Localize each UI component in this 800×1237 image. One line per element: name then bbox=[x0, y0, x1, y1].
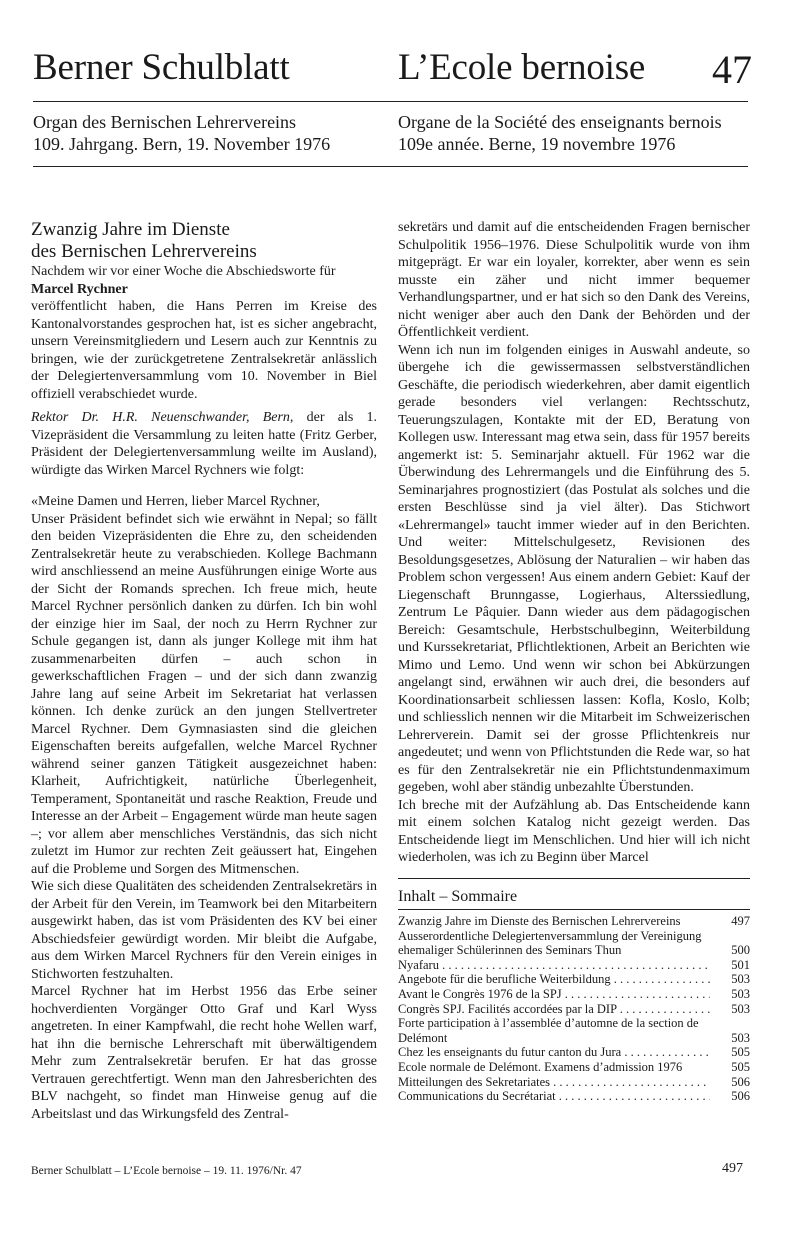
contents-item-title: Angebote für die berufliche Weiterbildung . . . bbox=[398, 972, 710, 987]
masthead-rule-bottom bbox=[33, 166, 748, 167]
contents-item-title: Forte participation à l’assemblée d’automne de la section de Delémont bbox=[398, 1016, 699, 1045]
page-number: 497 bbox=[722, 1161, 743, 1176]
speech-salutation: «Meine Damen und Herren, lieber Marcel Rychner, bbox=[31, 494, 320, 509]
contents-item-page: 505 bbox=[731, 1059, 750, 1074]
contents-item[interactable] bbox=[398, 1060, 750, 1075]
contents-item-page: 500 bbox=[731, 943, 750, 958]
contents-item[interactable] bbox=[398, 1089, 750, 1104]
article-left-column bbox=[31, 219, 377, 1123]
masthead-rule bbox=[33, 101, 748, 102]
contents-item[interactable] bbox=[398, 987, 750, 1002]
org-fr-line2-text: 109e année. Berne, 19 novembre 1976 bbox=[398, 134, 676, 154]
contents-item-page: 506 bbox=[731, 1074, 750, 1089]
contents-item-title: Nyafaru . . . bbox=[398, 958, 710, 973]
org-de-line1: Organ des Bernischen Lehrervereins bbox=[33, 112, 297, 132]
contents-item[interactable] bbox=[398, 958, 750, 973]
org-de-line2: 109. Jahrgang. Bern, 19. November 1976 bbox=[33, 134, 331, 154]
contents-item-title: Ausserordentliche Delegiertenversammlung der Vereinigung ehemaliger Schülerinnen des Seminars Thun bbox=[398, 928, 702, 958]
contents-item[interactable] bbox=[398, 1045, 750, 1060]
contents-item-page: 501 bbox=[731, 957, 750, 972]
speaker-name: Rektor Dr. H.R. Neuenschwander, Bern, bbox=[31, 410, 294, 425]
contents-item-title: Chez les enseignants du futur canton du Jura . . . bbox=[398, 1045, 710, 1060]
contents-item-title: Mitteilungen des Sekretariates . . . bbox=[398, 1075, 710, 1090]
honoree-name: Marcel Rychner bbox=[31, 281, 128, 297]
contents-rule-top bbox=[398, 878, 750, 879]
article-title-line1: Zwanzig Jahre im Dienste bbox=[31, 219, 230, 240]
contents-item-title: Communications du Secrétariat . . . bbox=[398, 1089, 710, 1104]
contents-item-title: Avant le Congrès 1976 de la SPJ . . . bbox=[398, 987, 710, 1002]
article-right-column bbox=[398, 219, 750, 867]
contents-item-page: 505 bbox=[731, 1045, 750, 1060]
speech-body: Unser Präsident befindet sich wie erwähnt in Nepal; so fällt den beiden Vizepräsidenten die Ehre zu, den scheidenden Zentralsekretär heute zu verabschieden. Kollege Bachmann wird anschliessend an meine Ausführungen einige Worte aus der Sicht der Romands sprechen. Ich freue mich, heute Marcel Rychner persönlich danken zu dürfen. Ich bin wohl der einzige hier im Saal, der noch zu Herrn Rychner zur Schule gegangen ist, dann als junger Kollege mit ihm hat zusammenarbeiten dürfen – auch schon in gewerkschaftlichen Fragen – und der sich dann zwanzig Jahre lang auf seine Arbeit im Sekretariat hat verlassen können. Ich denke zurück an den jungen Stellvertreter Marcel Rychner. Dem Gymnasiasten sind die gleichen Eigenschaften bereits aufgefallen, welche Marcel Rychner während seiner ganzen Tätigkeit ausgezeichnet haben: Klarheit, Aufrichtigkeit, natürliche Überlegenheit, Temperament, Spontaneität und rasche Reaktion, Freude und Interesse an der Arbeit – Engagement würde man heute sagen –; vor allem aber menschliches Verständnis, das sich nicht zuletzt im Humor zur rechten Zeit geäussert hat, Eingehen auf die Probleme und Sorgen des Mitmenschen. bbox=[31, 511, 377, 877]
contents-item-page: 497 bbox=[731, 914, 750, 928]
paragraph-qualities: Wie sich diese Qualitäten des scheidenden Zentralsekretärs in der Arbeit für den Verein, im Teamwork bei den Mitarbeitern ausgewirkt haben, das ist vom Präsidenten des KV bei einer Abschiedsfeier gewürdigt worden. Mir bleibt die Aufgabe, aus dem Wirken Marcel Rychners für den Verein einiges in Stichworten festzuhalten. bbox=[31, 879, 377, 982]
contents-item-page: 503 bbox=[731, 1030, 750, 1045]
article-title-line2: des Bernischen Lehrervereins bbox=[31, 241, 257, 262]
contents-heading: Inhalt – Sommaire bbox=[398, 888, 518, 905]
contents-item-page: 503 bbox=[731, 972, 750, 987]
issue-number: 47 bbox=[712, 47, 752, 92]
contents-item[interactable] bbox=[398, 972, 750, 987]
contents-item-page: 506 bbox=[731, 1089, 750, 1104]
contents-item-page: 503 bbox=[731, 986, 750, 1001]
paragraph-1956: Marcel Rychner hat im Herbst 1956 das Erbe seiner hochverdienten Vorgänger Otto Graf und Karl Wyss angetreten. In einer Kampfwahl, die recht hohe Wellen warf, hat ihn die bernische Lehrerschaft mit überwältigendem Mehr zum Zentralsekretär berufen. Er hat das grosse Vertrauen gerechtfertigt. Wenn man den Jahresberichten des BLV nachgeht, so findet man Hinweise genug auf die Arbeitslast und das Wirkungsfeld des Zentral- bbox=[31, 984, 377, 1122]
contents-item-title: Zwanzig Jahre im Dienste des Bernischen Lehrervereins bbox=[398, 914, 681, 928]
contents-item-title: Congrès SPJ. Facilités accordées par la DIP . . . bbox=[398, 1002, 710, 1017]
footer-running-title: Berner Schulblatt – L’Ecole bernoise – 19. 11. 1976/Nr. 47 bbox=[31, 1165, 302, 1177]
contents-item[interactable] bbox=[398, 914, 750, 929]
speaker-rest: der als 1. Vizepräsident die Versammlung zu leiten hatte (Fritz Gerber, Präsident der Delegiertenversammlung weilte im Ausland), würdigte das Wirken Marcel Rychners wie folgt: bbox=[31, 410, 378, 478]
masthead-title-fr: L’Ecole bernoise bbox=[398, 47, 646, 88]
right-paragraph-1: sekretärs und damit auf die entscheidenden Fragen bernischer Schulpolitik 1956–1976. Diese Schulpolitik wurde von ihm mitgeprägt. Er war ein loyaler, korrekter, aber wenn es sein musste ein zäher und nicht immer bequemer Verhandlungspartner, und er hat sich so den Dank des Vereins, nicht weniger aber auch den Dank der Behörden und der Öffentlichkeit verdient. bbox=[398, 220, 750, 340]
article-paragraph: veröffentlicht haben, die Hans Perren im Kreise des Kantonalvorstandes gesprochen hat, ist es sicher angebracht, unsern Vereinsmitgliedern und Lesern auch zur Kenntnis zu bringen, wie der zurückgetretene Zentralsekretär anlässlich der Delegiertenversammlung vom 10. November in Biel offiziell verabschiedet wurde. bbox=[31, 299, 377, 402]
right-paragraph-2: Wenn ich nun im folgenden einiges in Auswahl andeute, so übergehe ich die gewissermassen selbstverständlichen Geschäfte, die periodisch wiederkehren, aber damit eigentlich gerade besonders viel verlangen: Rechtsschutz, Teuerungszulagen, Kontakte mit der ED, Beratung von Kollegen usw. Interessant mag etwa sein, dass für 1957 bereits angemerkt ist: 5. Seminarjahr aktuell. Für 1962 war die Überwindung des Lehrermangels und die Einführung des 5. Seminarjahres prognostiziert (das Postulat als solches und die ersten Beschlüsse sind ja viel älter). Das Stichwort «Lehrermangel» taucht immer wieder auf in den Berichten. Und weiter: Mittelschulgesetz, Revisionen des Besoldungsgesetzes, Ablösung der Naturalien – wir haben das Problem schon vergessen! Aus einem andern Gebiet: Kauf der Liegenschaft Brunngasse, Logierhaus, Alterssiedlung, Zentrum Le Pâquier. Dann wieder aus dem pädagogischen Bereich: Gesamtschule, Herbstschulbeginn, Weiterbildung und Kurssekretariat, Pflichtlektionen, Arbeit an Berichten wie Mimo und Lemo. Und wenn wir schon bei Abkürzungen angelangt sind, erwähnen wir auch drei, die besonders auf Koordinationsarbeit schliessen lassen: Kofla, Koslo, Kolb; und schliesslich nennen wir die Mitarbeit im Schweizerischen Lehrerverein. Damit sei der grosse Pflichtenkreis nur angedeutet; und wenn von Pflichtstunden die Rede war, so hat es für den Zentralsekretär nie ein Pflichtstundenmaximum gegeben, wohl aber ständig unbezahlte Überstunden. bbox=[398, 342, 750, 795]
contents-item-page: 503 bbox=[731, 1001, 750, 1016]
right-paragraph-3: Ich breche mit der Aufzählung ab. Das Entscheidende kann mit einem solchen Katalog nicht gezeigt werden. Das Entscheidende liegt im Menschlichen. Und hier will ich nicht wiederholen, was ich zu Beginn über Marcel bbox=[398, 797, 750, 865]
org-fr-line1: Organe de la Société des enseignants bernois bbox=[398, 112, 722, 132]
org-fr-line2 bbox=[398, 134, 675, 155]
masthead-title-de: Berner Schulblatt bbox=[33, 47, 290, 88]
contents-item-title: Ecole normale de Delémont. Examens d’admission 1976 bbox=[398, 1059, 683, 1074]
contents-item[interactable] bbox=[398, 929, 750, 958]
contents-list bbox=[398, 914, 750, 1104]
speaker-paragraph bbox=[31, 409, 377, 479]
contents-item[interactable] bbox=[398, 1075, 750, 1090]
contents-item[interactable] bbox=[398, 1016, 750, 1045]
article-intro: Nachdem wir vor einer Woche die Abschiedsworte für bbox=[31, 264, 336, 279]
contents-rule bbox=[398, 909, 750, 910]
contents-item[interactable] bbox=[398, 1002, 750, 1017]
